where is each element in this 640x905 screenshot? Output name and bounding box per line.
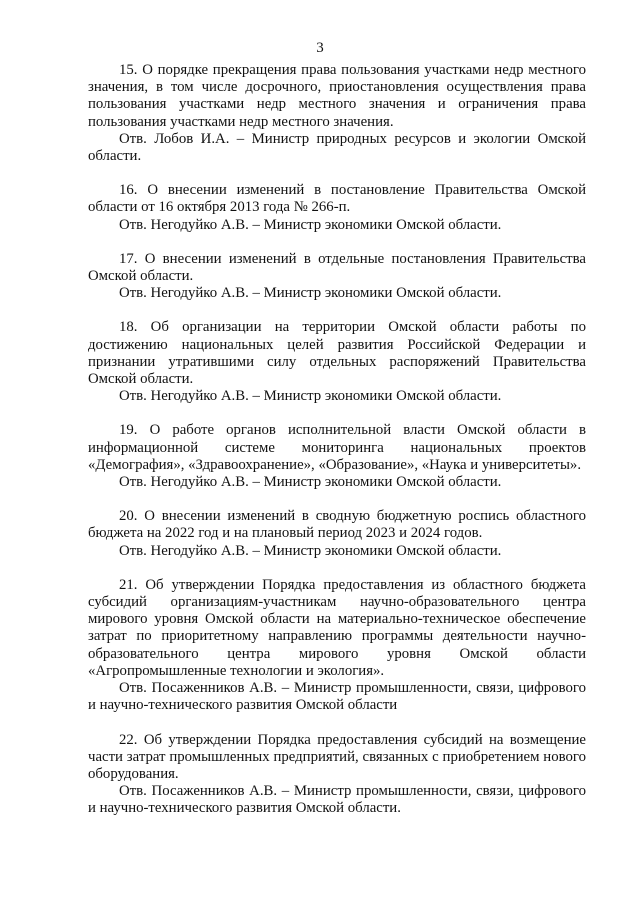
page-number: 3 (316, 40, 324, 56)
agenda-list (88, 62, 586, 835)
agenda-item-text: 15. О порядке прекращения права пользования участками недр местного значения, в том числе досрочного, приостановления осуществления права пользования участками недр местного значения и ограничения права пользования участками недр местного значения. (88, 62, 586, 130)
agenda-item-text: 22. Об утверждении Порядка предоставления субсидий на возмещение части затрат промышленных предприятий, связанных с приобретением нового оборудования. (88, 731, 586, 782)
agenda-item-text: 17. О внесении изменений в отдельные постановления Правительства Омской области. (88, 250, 586, 285)
agenda-item-20 (88, 508, 586, 560)
agenda-item-responsible: Отв. Лобов И.А. – Министр природных ресурсов и экологии Омской области. (88, 130, 586, 165)
agenda-item-18 (88, 319, 586, 405)
agenda-item-text: 16. О внесении изменений в постановление Правительства Омской области от 16 октября 2013 года № 266-п. (88, 182, 586, 216)
agenda-item-responsible: Отв. Посаженников А.В. – Министр промышленности, связи, цифрового и научно-технического развития Омской области. (88, 783, 586, 817)
agenda-item-text: 18. Об организации на территории Омской области работы по достижению национальных целей развития Российской Федерации и признании утратившими силу отдельных распоряжений Правительства Омской области. (88, 319, 586, 388)
agenda-item-text: 20. О внесении изменений в сводную бюджетную роспись областного бюджета на 2022 год и на плановый период 2023 и 2024 годов. (88, 508, 586, 542)
agenda-item-responsible: Отв. Негодуйко А.В. – Министр экономики Омской области. (119, 542, 502, 559)
agenda-item-22 (88, 732, 586, 818)
agenda-item-17 (88, 251, 586, 303)
agenda-item-15 (88, 62, 586, 165)
agenda-item-responsible: Отв. Негодуйко А.В. – Министр экономики Омской области. (119, 388, 502, 405)
agenda-item-text: 19. О работе органов исполнительной власти Омской области в информационной системе мониторинга национальных проектов «Демография», «Здравоохранение», «Образование», «Наука и университеты». (88, 422, 586, 473)
agenda-item-text: 21. Об утверждении Порядка предоставления из областного бюджета субсидий организациям-участникам научно-образовательного центра мирового уровня Омской области на материально-техническое обеспечение затрат по приоритетному направлению программы деятельности научно-образовательного центра мирового уровня Омской области «Агропромышленные технологии и экология». (88, 576, 586, 679)
agenda-item-responsible: Отв. Негодуйко А.В. – Министр экономики Омской области. (119, 474, 502, 491)
agenda-item-19 (88, 422, 586, 491)
agenda-item-responsible: Отв. Негодуйко А.В. – Министр экономики Омской области. (119, 285, 502, 302)
agenda-item-16 (88, 182, 586, 234)
agenda-item-responsible: Отв. Негодуйко А.В. – Министр экономики Омской области. (119, 216, 502, 233)
agenda-item-responsible: Отв. Посаженников А.В. – Министр промышленности, связи, цифрового и научно-технического развития Омской области (88, 680, 586, 714)
agenda-item-21 (88, 577, 586, 715)
